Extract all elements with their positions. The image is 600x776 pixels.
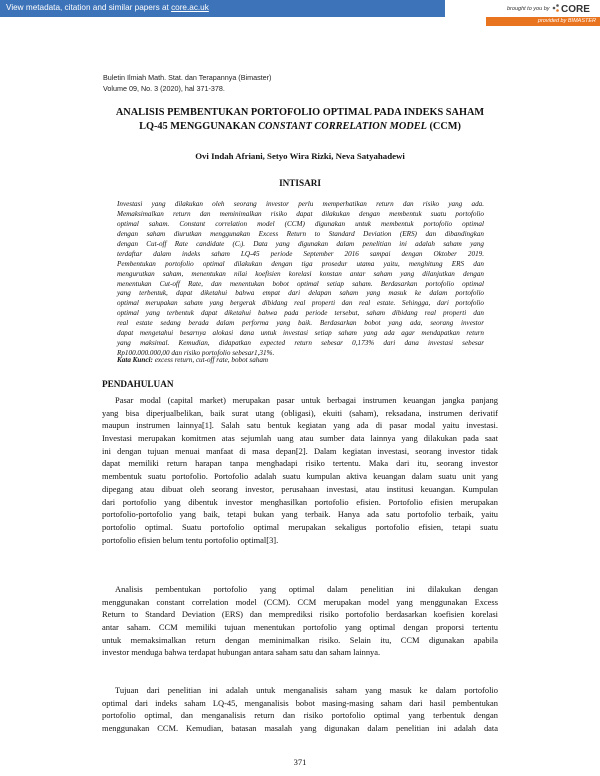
abstract-line: Memaksimalkan return dan meminimalkan risiko dapat dilakukan dengan membentuk suatu portofolio xyxy=(117,209,484,218)
paragraph-3 xyxy=(102,684,498,735)
paragraph-1 xyxy=(102,394,498,546)
abstract-line: Rp100.000.000,00 dan risiko portofolio sebesar1,31%. xyxy=(117,349,275,358)
paragraph-2 xyxy=(102,583,498,659)
abstract-line: optimal yang terbentuk dapat diketahui bahwa pada periode tersebut, saham dibidang real properti dan xyxy=(117,309,484,318)
abstract-line: yang terbentuk, dapat diketahui bahwa empat dari delapan saham yang masuk ke dalam portofolio xyxy=(117,289,484,298)
section-heading: PENDAHULUAN xyxy=(102,379,174,389)
core-logo-text: CORE xyxy=(561,4,590,15)
core-metadata-text[interactable]: View metadata, citation and similar papers at core.ac.uk xyxy=(6,3,209,12)
paragraph-line: Investasi merupakan komitmen atas sejumlah uang atau sumber data lainnya yang dilakukan pada saat xyxy=(102,433,498,444)
provided-by-text: provided by BIMASTER xyxy=(537,18,596,24)
paper-title-line1: ANALISIS PEMBENTUKAN PORTOFOLIO OPTIMAL PADA INDEKS SAHAM xyxy=(115,107,485,118)
abstract-line: Investasi yang dilakukan oleh seorang investor perlu memperhatikan return dan risiko yang ada. xyxy=(117,200,484,208)
abstract-line: yang maksimal. Kemudian, didapatkan expected return sebesar 0,173% dari dana investasi sebesar xyxy=(117,339,484,348)
brought-by-text: brought to you by xyxy=(507,6,550,12)
core-logo-icon[interactable] xyxy=(549,1,599,15)
abstract-body xyxy=(117,200,484,359)
abstract-line: dapat mengetahui besarnya alokasi dana untuk investasi setiap saham yang ada agar mendapatkan return xyxy=(117,329,484,338)
paragraph-line: portofolio optimal, dan menganalisis return dan risiko portofolio optimal yang terbentuk dengan xyxy=(102,710,498,721)
paragraph-line: dari portofolio yang dibentuk investor menghasilkan portofolio efisien. Portofolio efisien merupakan xyxy=(102,496,498,507)
page-number: 371 xyxy=(293,757,307,767)
paragraph-line: Return to Standard Deviation (ERS) dan memprediksi risiko portofolio berdasarkan koefisien korelasi xyxy=(102,609,498,620)
paragraph-line: menggunakan constant correlation model (CCM). CCM merupakan model yang menggunakan Excess xyxy=(102,596,498,607)
provided-by-bar[interactable] xyxy=(486,17,600,26)
paragraph-line: dipegang atau dibuat oleh seorang investor, perusahaan investasi, atau institusi keuangan. Kumpulan xyxy=(102,483,498,494)
abstract-line: terdaftar dalam indeks saham LQ-45 periode September 2016 sampai dengan Oktober 2019. xyxy=(117,249,484,258)
paragraph-line: investor menduga bahwa terdapat hubungan antara saham satu dan saham lainnya. xyxy=(102,647,381,658)
paragraph-line: portofolio-portofolio yang baik, tetapi bukan yang terbaik. Hanya ada satu portofolio terbaik, yaitu xyxy=(102,509,498,520)
paragraph-line: maupun instrumen lainnya[1]. Salah satu bentuk kegiatan yang ada di pasar modal yaitu investasi. xyxy=(102,420,498,431)
abstract-heading: INTISARI xyxy=(279,178,321,188)
abstract-line: optimal merupakan saham yang bergerak dibidang real properti dan real estate. Sehingga, dari portofolio xyxy=(117,299,484,308)
abstract-line: dengan Cut-off Rate candidate (Cᵢ). Data yang digunakan dalam penelitian ini adalah saham yang xyxy=(117,239,484,248)
keywords-label: Kata Kunci: xyxy=(117,356,153,364)
title-italic-part: CONSTANT CORRELATION MODEL xyxy=(258,121,427,132)
keywords xyxy=(117,356,268,364)
core-metadata-bar[interactable] xyxy=(0,0,445,17)
abstract-line: real estate sedang berada dalam performa yang baik. Berdasarkan bobot yang ada, seorang investor xyxy=(117,319,484,328)
abstract-line: Pembentukan portofolio optimal dilakukan dengan tiga prosedur utama yaitu, menghitung ERS dan xyxy=(117,259,484,268)
abstract-line: dengan saham diurutkan menggunakan Excess Return to Standard Deviation (ERS) dan dibandingkan xyxy=(117,229,484,238)
paragraph-line: portofolio optimal. Suatu portofolio optimal merupakan sekaligus portofolio efisien, tetapi suatu xyxy=(102,521,498,532)
paragraph-line: optimal dari indeks saham LQ-45, menganalisis bobot masing-masing saham dari hasil pembentukan xyxy=(102,697,498,708)
paragraph-line: Analisis pembentukan portofolio yang optimal dalam penelitian ini dilakukan dengan xyxy=(115,584,498,594)
paragraph-line: membentuk suatu portofolio. Portofolio adalah suatu kumpulan aktiva keuangan dalam suatu unit yang xyxy=(102,471,498,482)
abstract-line: optimal saham. Constant correlation model (CCM) digunakan untuk membentuk portofolio optimal xyxy=(117,219,484,228)
keywords-text: excess return, cut-off rate, bobot saham xyxy=(152,356,269,364)
paragraph-line: yang bisa diperjualbelikan, baik surat utang (obligasi), ekuiti (saham), reksadana, instrumen derivatif xyxy=(102,407,498,418)
paragraph-line: menggunakan CCM. Kemudian, batasan masalah yang digunakan dalam penelitian ini adalah data xyxy=(102,723,498,734)
paragraph-line: dapat memiliki return harapan tanpa menghadapi risiko tertentu. Maka dari itu, seorang investor xyxy=(102,458,498,469)
journal-volume: Volume 09, No. 3 (2020), hal 371-378. xyxy=(103,83,225,93)
core-link[interactable]: core.ac.uk xyxy=(171,3,209,12)
paragraph-line: Tujuan dari penelitian ini adalah untuk menganalisis saham yang masuk ke dalam portofolio xyxy=(115,685,498,695)
paragraph-line: Pasar modal (capital market) merupakan pasar untuk berbagai instrumen keuangan jangka panjang xyxy=(115,395,498,405)
paragraph-line: untuk memaksimalkan return dengan meminimalkan risiko. Selain itu, CCM digunakan apabila xyxy=(102,634,498,645)
abstract-line: menentukan Cut-off Rate, dan menentukan bobot optimal setiap saham. Berdasarkan portofolio optimal xyxy=(117,279,484,288)
journal-name: Buletin Ilmiah Math. Stat. dan Terapannya (Bimaster) xyxy=(103,73,272,82)
paper-authors: Ovi Indah Afriani, Setyo Wira Rizki, Neva Satyahadewi xyxy=(195,151,405,161)
paragraph-line: ini dengan tujuan menuai manfaat di masa depan[2]. Dalam kegiatan investasi, seorang investor tidak xyxy=(102,445,498,456)
core-brand[interactable] xyxy=(445,0,600,17)
paragraph-line: portofolio efisien belum tentu portofolio optimal[3]. xyxy=(102,534,279,545)
paragraph-line: antar saham. CCM memiliki tujuan menentukan portofolio yang optimal dengan proporsi tertentu xyxy=(102,622,498,633)
abstract-line: mengurutkan saham, menentukan nilai koefisien korelasi konstan antar saham yang dilanjutkan dengan xyxy=(117,269,484,278)
journal-header xyxy=(103,73,271,94)
paper-title-line2: LQ-45 MENGGUNAKAN CONSTANT CORRELATION MODEL (CCM) xyxy=(139,121,461,132)
